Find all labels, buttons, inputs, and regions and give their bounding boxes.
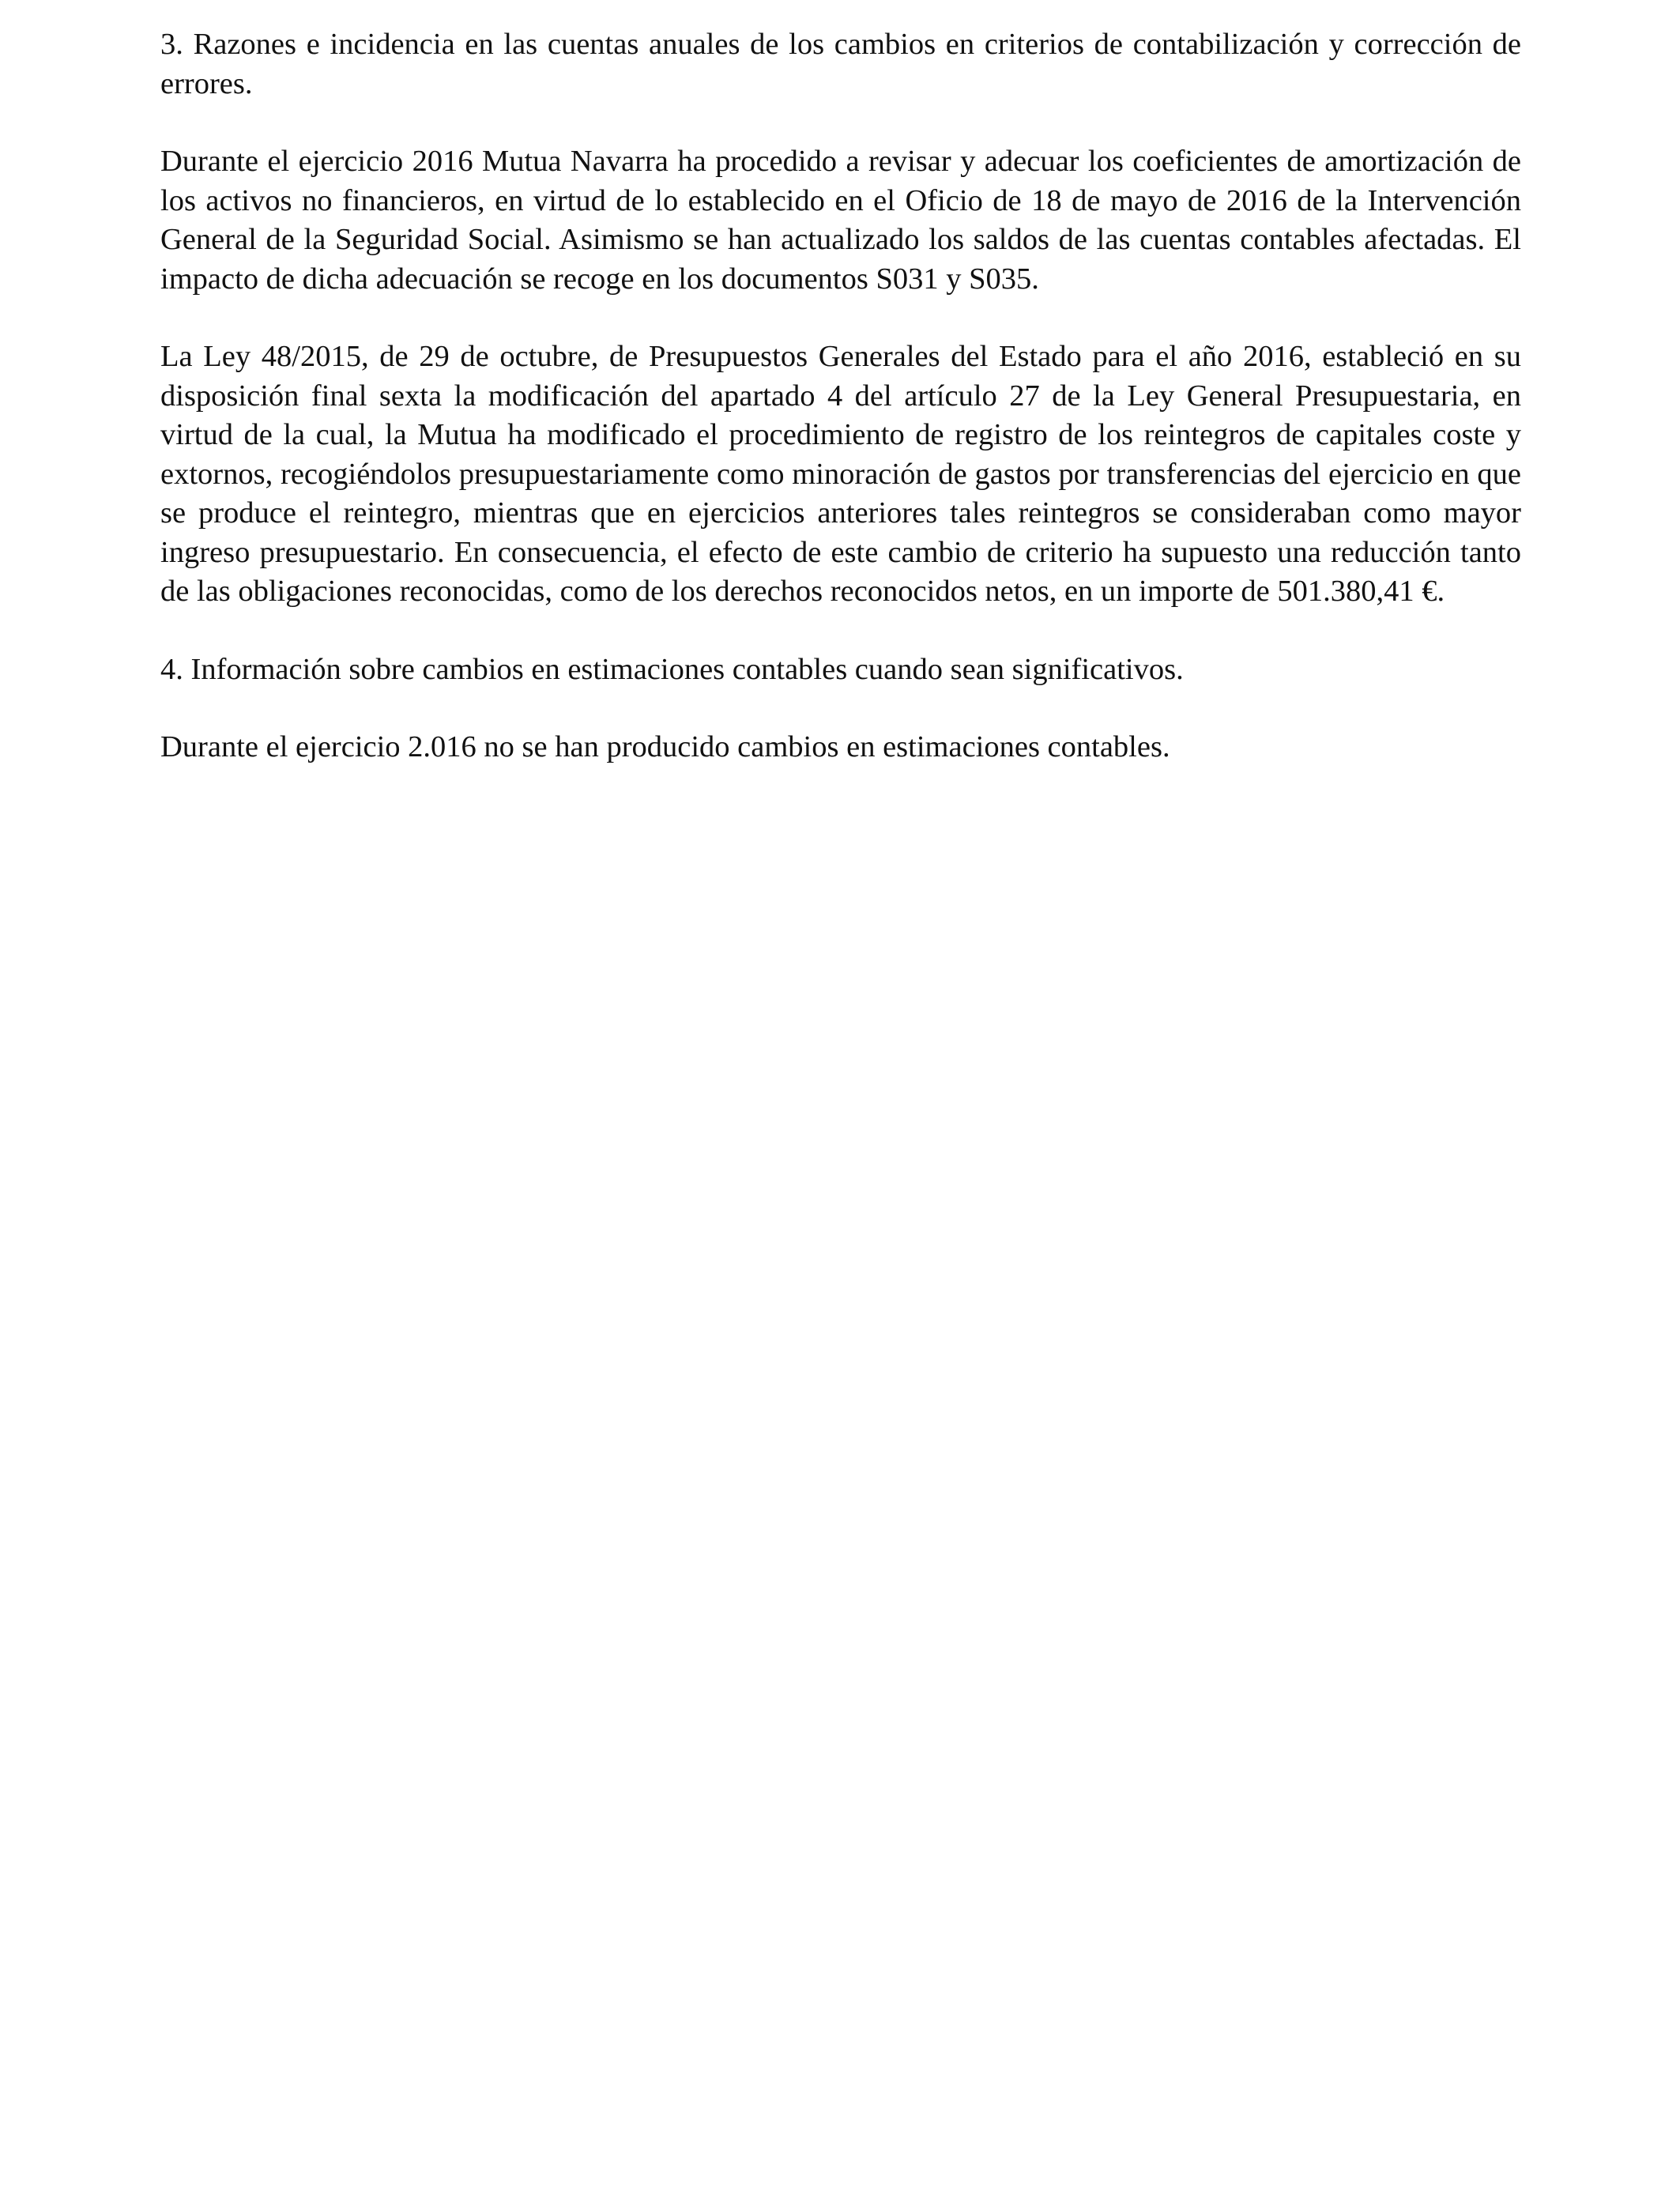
- section-4-heading: 4. Información sobre cambios en estimaciones contables cuando sean significativos.: [160, 652, 1184, 686]
- section-3-paragraph-1: Durante el ejercicio 2016 Mutua Navarra ha procedido a revisar y adecuar los coeficientes de amortización de los activos no financieros, en virtud de lo establecido en el Oficio de 18 de mayo de 2016 de la Intervención General de la Seguridad Social. Asimismo se han actualizado los saldos de las cuentas contables afectadas. El impacto de dicha adecuación se recoge en los documentos S031 y S035.: [160, 145, 1521, 296]
- section-4-paragraph-1: Durante el ejercicio 2.016 no se han producido cambios en estimaciones contables.: [160, 730, 1170, 763]
- section-3-paragraph-2: La Ley 48/2015, de 29 de octubre, de Presupuestos Generales del Estado para el año 2016, estableció en su disposición final sexta la modificación del apartado 4 del artículo 27 de la Ley General Presupuestaria, en virtud de la cual, la Mutua ha modificado el procedimiento de registro de los reintegros de capitales coste y extornos, recogiéndolos presupuestariamente como minoración de gastos por transferencias del ejercicio en que se produce el reintegro, mientras que en ejercicios anteriores tales reintegros se consideraban como mayor ingreso presupuestario. En consecuencia, el efecto de este cambio de criterio ha supuesto una reducción tanto de las obligaciones reconocidas, como de los derechos reconocidos netos, en un importe de 501.380,41 €.: [160, 340, 1521, 608]
- document-page: [160, 25, 1521, 806]
- section-3-heading: 3. Razones e incidencia en las cuentas anuales de los cambios en criterios de contabilización y corrección de errores.: [160, 28, 1521, 100]
